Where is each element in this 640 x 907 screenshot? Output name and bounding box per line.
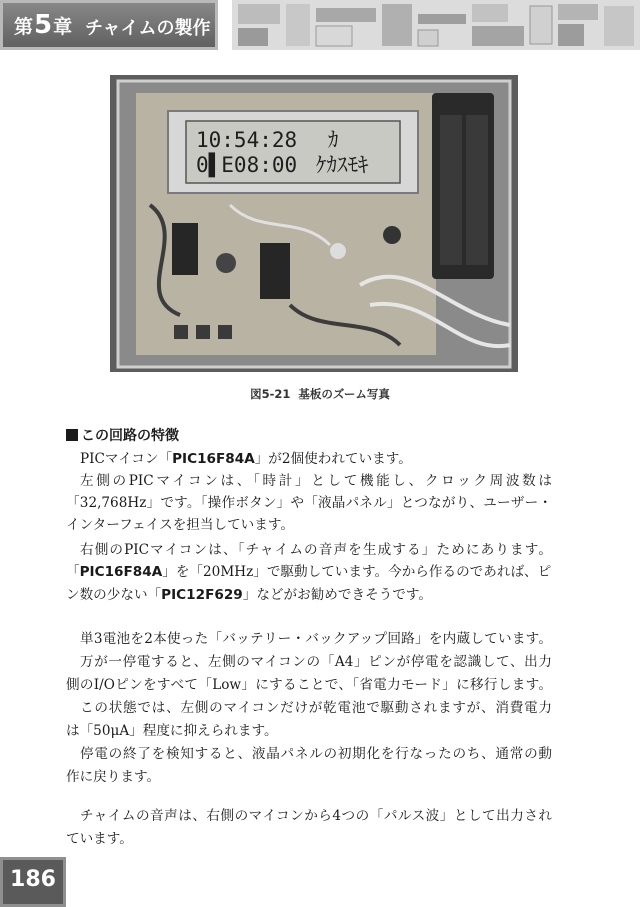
body-line: PICマイコン「PIC16F84A」が2個使われています。 bbox=[80, 451, 412, 467]
body-line: この状態では、左側のマイコンだけが乾電池で駆動されますが、消費電力 bbox=[80, 700, 552, 716]
body-line: チャイムの音声は、右側のマイコンから4つの「パルス波」として出力され bbox=[80, 808, 552, 824]
lcd-line1-time: 10:54:28 bbox=[196, 128, 298, 152]
lcd-line2-alarm: 0▌E08:00 bbox=[196, 153, 298, 177]
body-line: 右側のPICマイコンは、「チャイムの音声を生成する」ためにあります。 bbox=[80, 542, 552, 558]
page-number: 186 bbox=[10, 867, 56, 892]
body-line: 「PIC16F84A」を「20MHz」で駆動しています。今から作るのであれば、ピ bbox=[66, 564, 552, 580]
circuit-board-photo bbox=[110, 75, 518, 372]
body-line: ています。 bbox=[66, 831, 133, 847]
body-line: 左側のPICマイコンは、「時計」として機能し、クロック周波数は bbox=[80, 473, 552, 489]
chapter-number: 第5章 bbox=[14, 10, 74, 40]
body-line: 停電の終了を検知すると、液晶パネルの初期化を行なったのち、通常の動 bbox=[80, 746, 552, 762]
body-line: 側のI/Oピンをすべて「Low」にすることで、「省電力モード」に移行します。 bbox=[66, 677, 552, 693]
figure-caption bbox=[0, 386, 640, 402]
figure-caption-text: 基板のズーム写真 bbox=[298, 387, 390, 401]
square-bullet-icon bbox=[66, 429, 78, 441]
lcd-line1-kana: ｶ bbox=[328, 128, 339, 152]
section-heading: この回路の特徴 bbox=[66, 425, 179, 445]
body-line: 「32,768Hz」です。「操作ボタン」や「液晶パネル」とつながり、ユーザー・ bbox=[66, 495, 552, 511]
body-line: は「50μA」程度に抑えられます。 bbox=[66, 723, 278, 739]
chapter-tab bbox=[0, 0, 218, 50]
body-line: 万が一停電すると、左側のマイコンの「A4」ピンが停電を認識して、出力 bbox=[80, 654, 552, 670]
figure-number: 図5-21 bbox=[250, 387, 291, 401]
page-header bbox=[0, 0, 640, 52]
header-decoration bbox=[232, 0, 640, 50]
lcd-line2-kana: ｹｶｽﾓｷ bbox=[316, 153, 369, 177]
body-line: 単3電池を2本使った「バッテリー・バックアップ回路」を内蔵しています。 bbox=[80, 631, 552, 647]
body-line: 作に戻ります。 bbox=[66, 769, 161, 785]
page-number-tab bbox=[0, 857, 66, 907]
chapter-title: チャイムの製作 bbox=[85, 18, 211, 39]
body-line: ン数の少ない「PIC12F629」などがお勧めできそうです。 bbox=[66, 587, 432, 603]
body-line: インターフェイスを担当しています。 bbox=[66, 517, 294, 533]
